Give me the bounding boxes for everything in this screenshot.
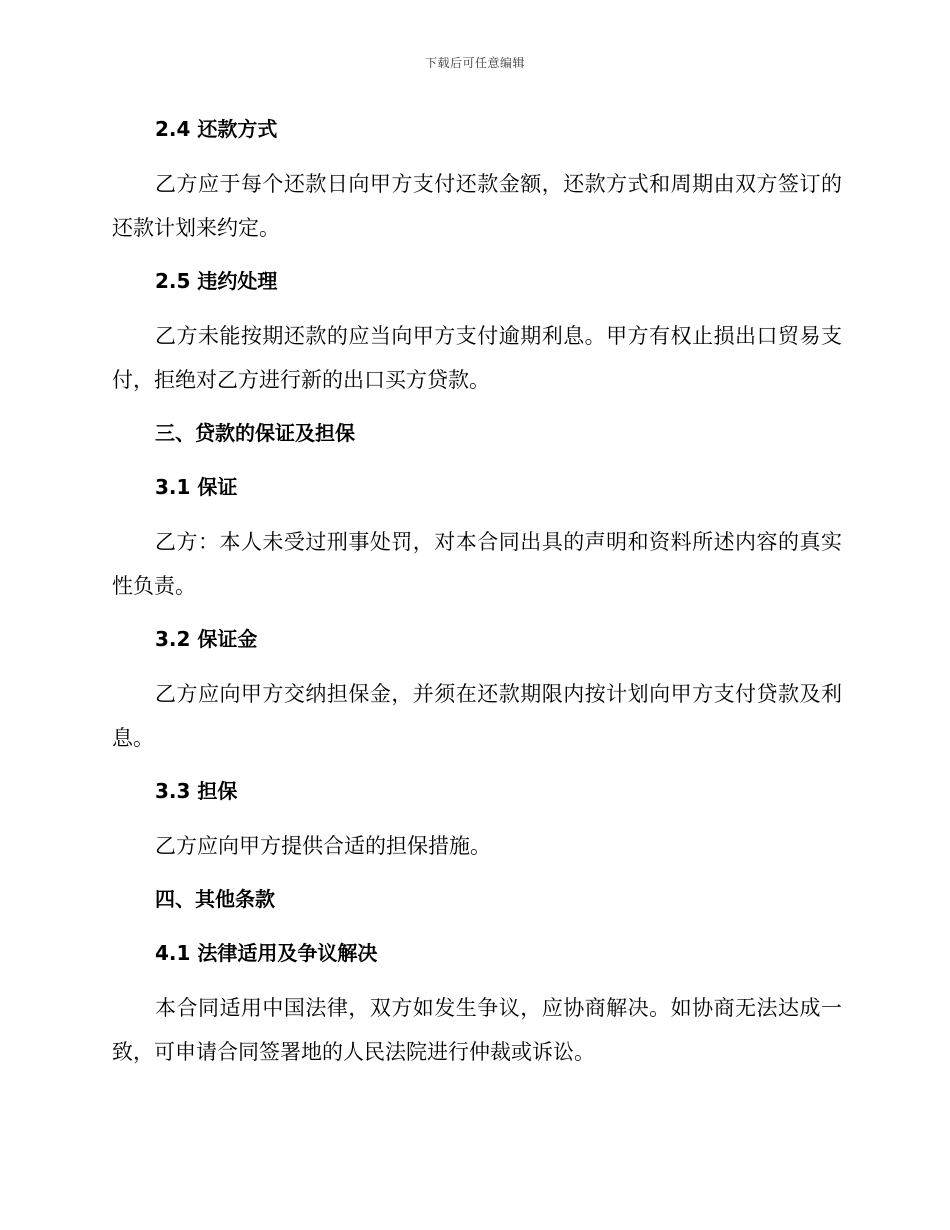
section-heading-2-5: 2.5 违约处理 [155,269,278,293]
page-header: 下载后可任意编辑 [424,56,525,70]
chapter-heading-4: 四、其他条款 [155,887,275,911]
section-heading-3-1: 3.1 保证 [155,475,238,499]
paragraph-security: 乙方应向甲方提供合适的担保措施。 [155,834,491,858]
chapter-heading-3: 三、贷款的保证及担保 [155,421,355,445]
paragraph-guarantee: 乙方：本人未受过刑事处罚，对本合同出具的声明和资料所述内容的真实性负责。 [112,530,842,598]
paragraph-governing-law: 本合同适用中国法律，双方如发生争议，应协商解决。如协商无法达成一致，可申请合同签署地的人民法院进行仲裁或诉讼。 [112,996,842,1064]
paragraph-deposit: 乙方应向甲方交纳担保金，并须在还款期限内按计划向甲方支付贷款及利息。 [112,682,842,750]
section-heading-3-3: 3.3 担保 [155,779,238,803]
section-heading-4-1: 4.1 法律适用及争议解决 [155,941,378,965]
section-heading-3-2: 3.2 保证金 [155,627,258,651]
document-body [112,108,842,1084]
paragraph-default-handling: 乙方未能按期还款的应当向甲方支付逾期利息。甲方有权止损出口贸易支付，拒绝对乙方进行新的出口买方贷款。 [112,324,842,392]
paragraph-repayment-method: 乙方应于每个还款日向甲方支付还款金额，还款方式和周期由双方签订的还款计划来约定。 [112,172,842,240]
section-heading-2-4: 2.4 还款方式 [155,117,278,141]
